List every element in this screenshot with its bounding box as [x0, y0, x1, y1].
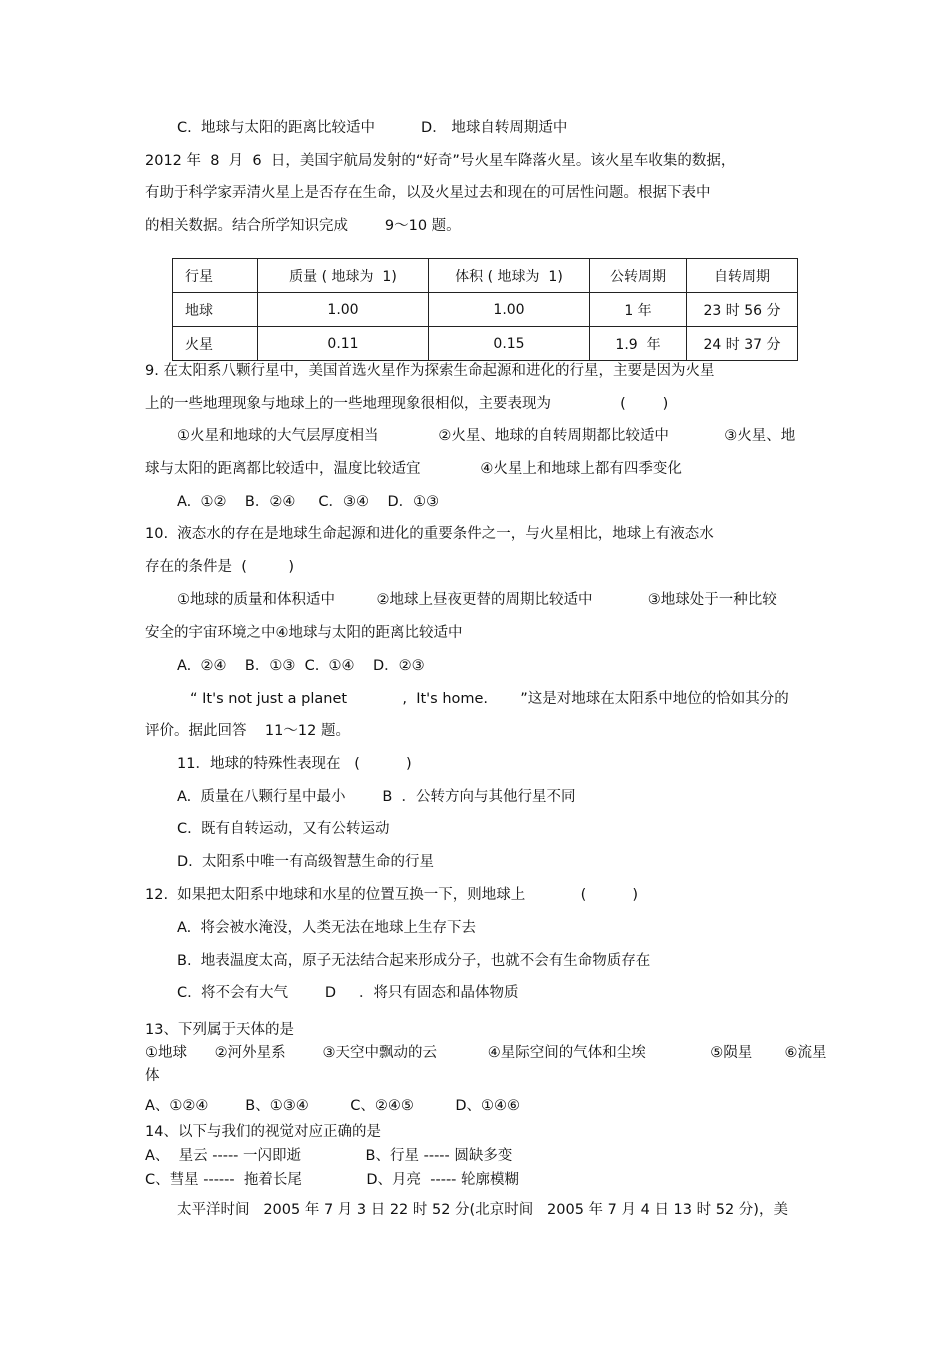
line-27: 体 [145, 1068, 160, 1084]
line-25: 13、下列属于天体的是 [145, 1022, 294, 1038]
line-24: C. 将不会有大气 D ．将只有固态和晶体物质 [177, 985, 519, 1001]
line-15: “ It's not just a planet , It's home. ”这是对地球在太阳系中地位的恰如其分的 [190, 691, 789, 707]
line-20: D. 太阳系中唯一有高级智慧生命的行星 [177, 854, 434, 870]
planet-data-table [172, 258, 798, 361]
table-header-cell: 公转周期 [590, 259, 687, 293]
line-29: 14、以下与我们的视觉对应正确的是 [145, 1124, 381, 1140]
table-cell: 24 时 37 分 [687, 327, 798, 361]
line-6: 上的一些地理现象与地球上的一些地理现象很相似，主要表现为 ( ) [145, 396, 669, 412]
line-18: A. 质量在八颗行星中最小 B ．公转方向与其他行星不同 [177, 789, 576, 805]
line-2: 2012 年 8 月 6 日，美国宇航局发射的“好奇”号火星车降落火星。该火星车收集的数据， [145, 153, 736, 169]
table-cell: 火星 [173, 327, 258, 361]
line-11: 存在的条件是 ( ) [145, 559, 295, 575]
table-row [173, 327, 798, 361]
line-21: 12. 如果把太阳系中地球和水星的位置互换一下，则地球上 ( ) [145, 887, 638, 903]
table-header-cell: 体积 ( 地球为 1) [429, 259, 590, 293]
line-13: 安全的宇宙环境之中④地球与太阳的距离比较适中 [145, 625, 463, 641]
line-16: 评价。据此回答 11～12 题。 [145, 723, 350, 739]
line-4: 的相关数据。结合所学知识完成 9～10 题。 [145, 218, 461, 234]
table-cell: 1 年 [590, 293, 687, 327]
line-10: 10. 液态水的存在是地球生命起源和进化的重要条件之一，与火星相比，地球上有液态水 [145, 526, 714, 542]
table-cell: 1.9 年 [590, 327, 687, 361]
line-30: A、 星云 ----- 一闪即逝 B、行星 ----- 圆缺多变 [145, 1148, 513, 1164]
table-header-cell: 行星 [173, 259, 258, 293]
table-cell: 1.00 [429, 293, 590, 327]
table-header-cell: 自转周期 [687, 259, 798, 293]
table-header-cell: 质量 ( 地球为 1) [258, 259, 429, 293]
table-cell: 0.15 [429, 327, 590, 361]
line-1: C. 地球与太阳的距离比较适中 D． 地球自转周期适中 [177, 120, 568, 136]
line-12: ①地球的质量和体积适中 ②地球上昼夜更替的周期比较适中 ③地球处于一种比较 [177, 592, 777, 608]
table-header-row [173, 259, 798, 293]
line-31: C、彗星 ------ 拖着长尾 D、月亮 ----- 轮廓模糊 [145, 1172, 520, 1188]
line-22: A. 将会被水淹没，人类无法在地球上生存下去 [177, 920, 476, 936]
line-3: 有助于科学家弄清火星上是否存在生命，以及火星过去和现在的可居性问题。根据下表中 [145, 185, 711, 201]
line-17: 11．地球的特殊性表现在 ( ) [177, 756, 412, 772]
table-cell: 0.11 [258, 327, 429, 361]
table-cell: 地球 [173, 293, 258, 327]
table-cell: 1.00 [258, 293, 429, 327]
line-7: ①火星和地球的大气层厚度相当 ②火星、地球的自转周期都比较适中 ③火星、地 [177, 428, 796, 444]
line-8: 球与太阳的距离都比较适中，温度比较适宜 ④火星上和地球上都有四季变化 [145, 461, 682, 477]
line-23: B. 地表温度太高，原子无法结合起来形成分子，也就不会有生命物质存在 [177, 953, 651, 969]
line-14: A. ②④ B．①③ C. ①④ D．②③ [177, 658, 425, 674]
line-19: C. 既有自转运动，又有公转运动 [177, 821, 390, 837]
line-9: A. ①② B．②④ C．③④ D．①③ [177, 494, 440, 510]
table-cell: 23 时 56 分 [687, 293, 798, 327]
line-5: 9. 在太阳系八颗行星中，美国首选火星作为探索生命起源和进化的行星，主要是因为火星 [145, 363, 715, 379]
line-28: A、①②④ B、①③④ C、②④⑤ D、①④⑥ [145, 1098, 520, 1114]
line-26: ①地球 ②河外星系 ③天空中飘动的云 ④星际空间的气体和尘埃 ⑤陨星 ⑥流星 [145, 1045, 827, 1061]
line-32: 太平洋时间 2005 年 7 月 3 日 22 时 52 分(北京时间 2005 年 7 月 4 日 13 时 52 分)，美 [177, 1202, 788, 1218]
table-row [173, 293, 798, 327]
